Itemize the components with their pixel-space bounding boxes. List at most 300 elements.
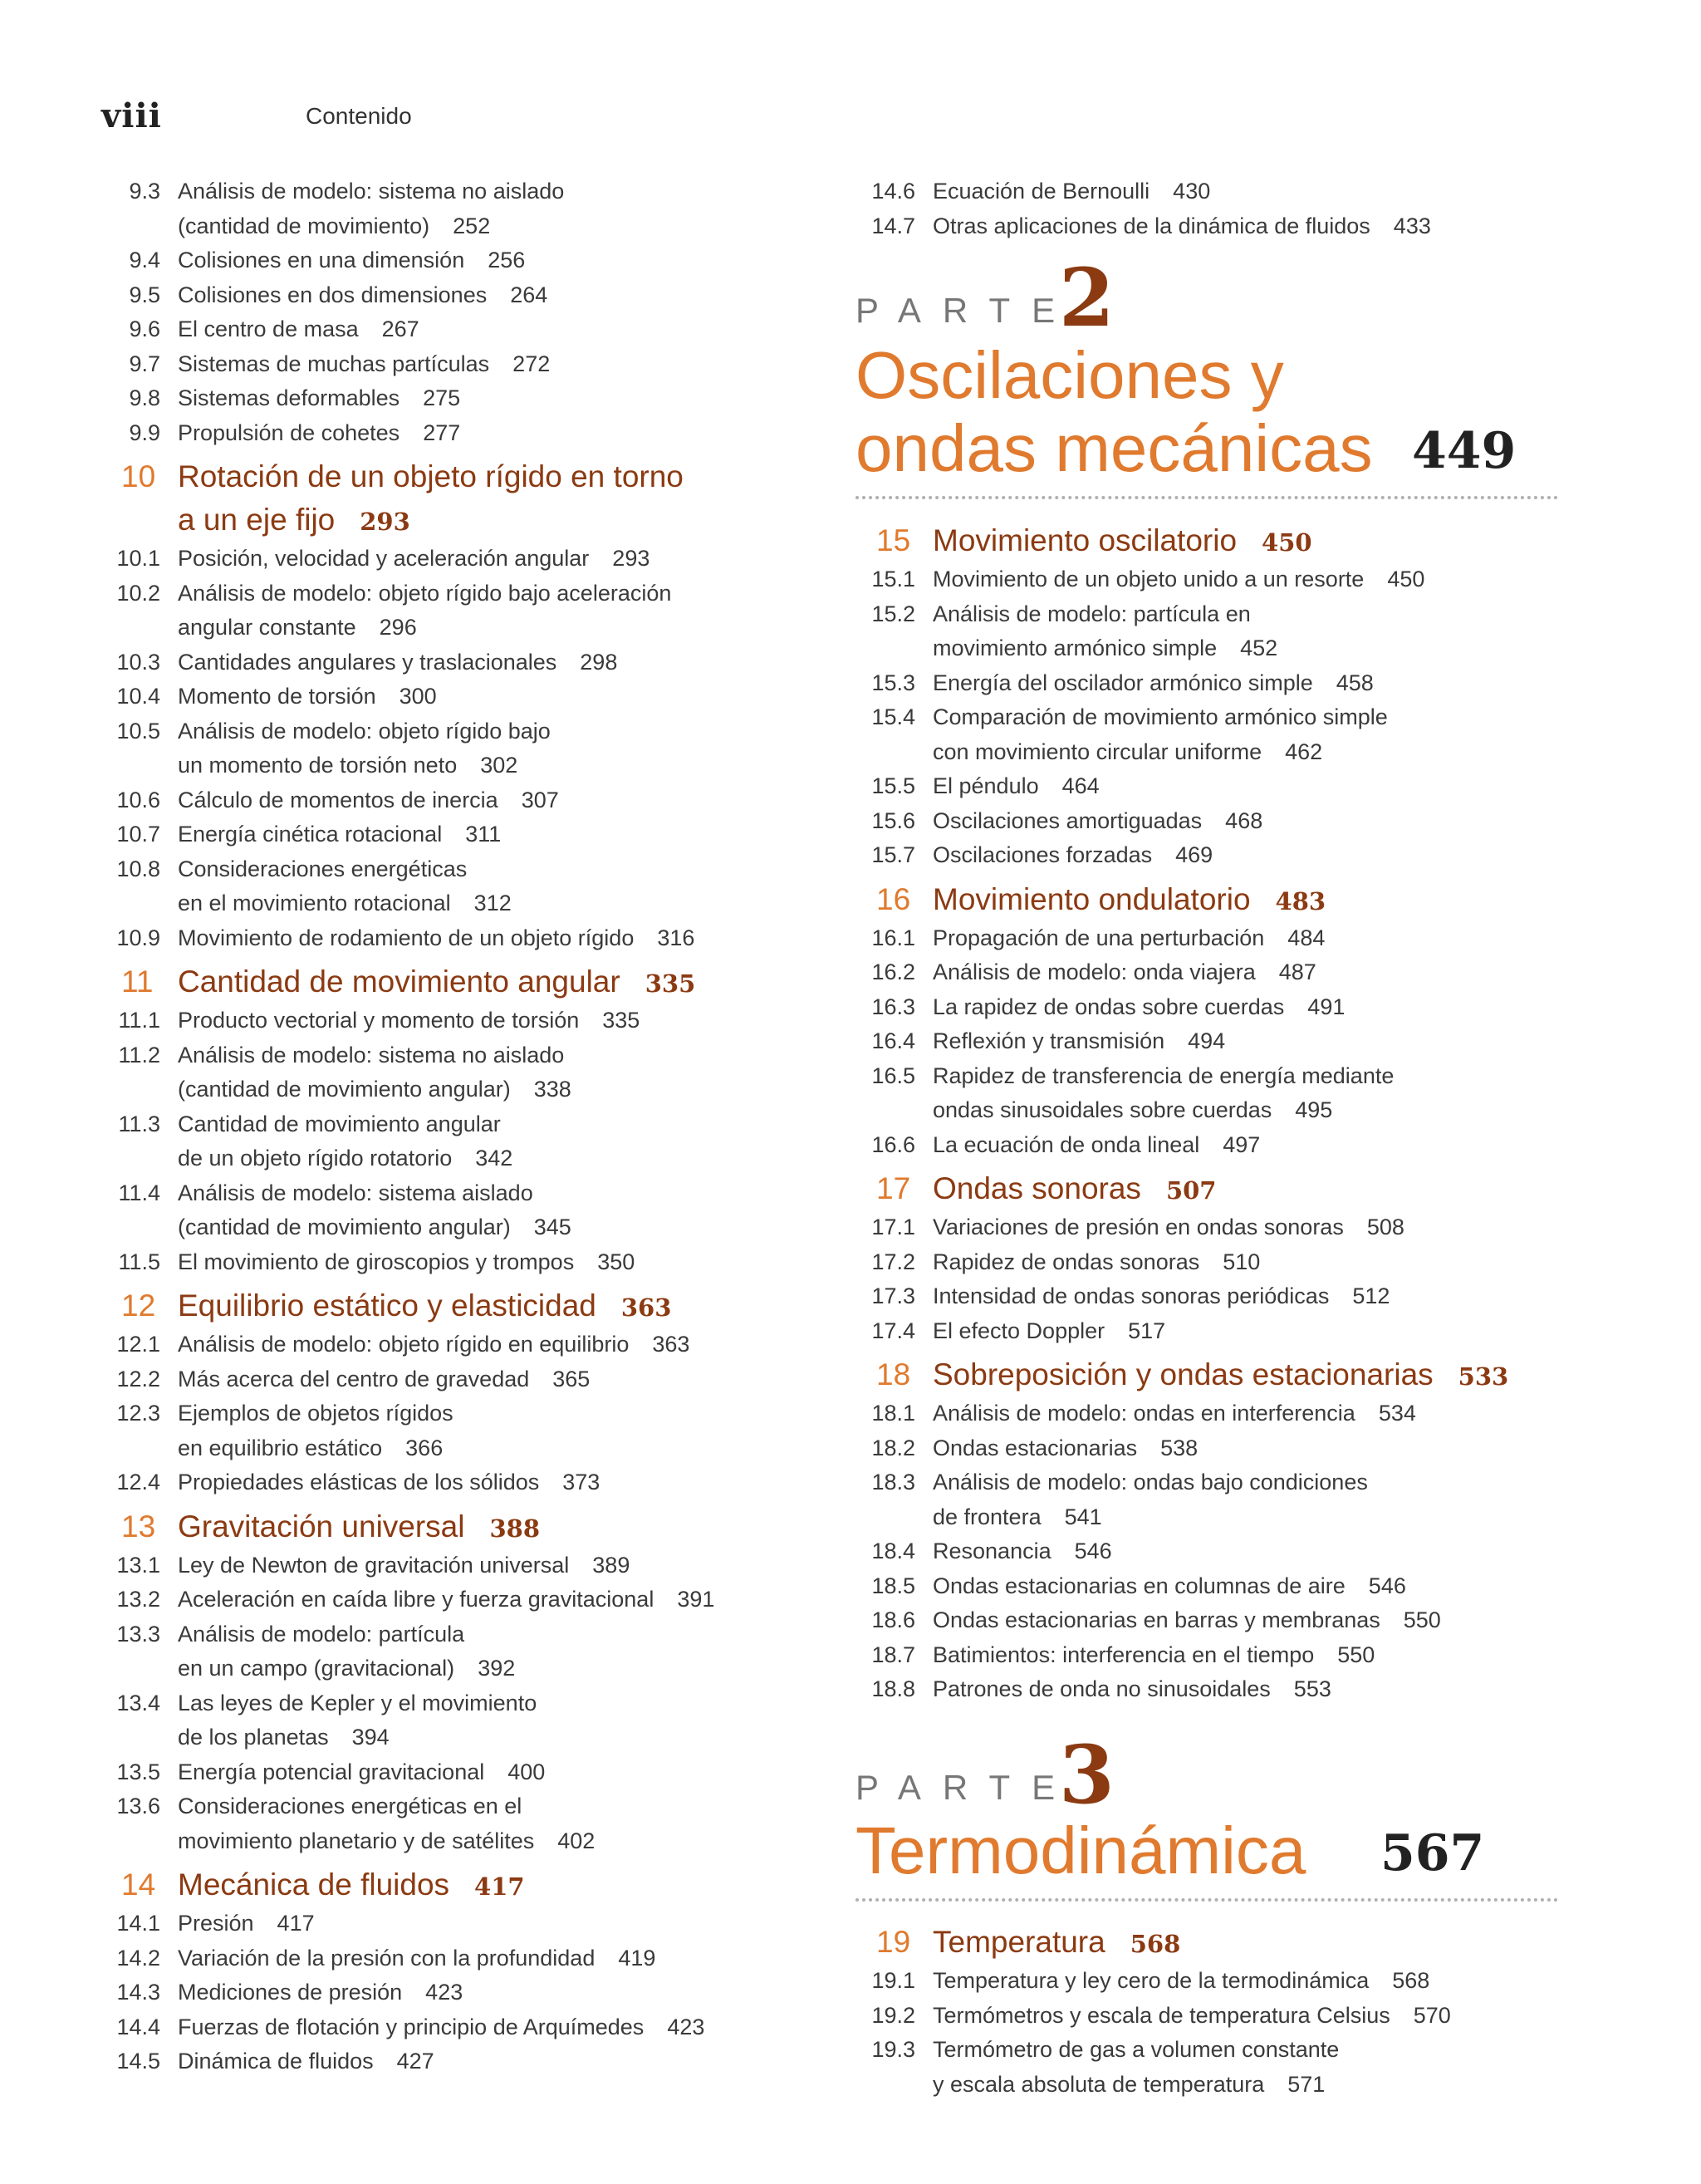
chapter-heading — [0, 1353, 1701, 1396]
section-title-text: Energía cinética rotacional — [178, 822, 443, 847]
section-page-number: 389 — [592, 1552, 630, 1578]
section-page-number: 538 — [1160, 1435, 1199, 1460]
section-title-text: Energía potencial gravitacional — [178, 1759, 485, 1784]
section-page-number: 462 — [1285, 739, 1323, 764]
section-page-number: 484 — [1287, 925, 1326, 950]
section-title-text: Comparación de movimiento armónico simple — [933, 704, 1388, 729]
section-entry — [0, 666, 1701, 701]
section-page-number: 298 — [580, 649, 618, 675]
section-page-number: 345 — [533, 1215, 571, 1239]
section-page-number: 307 — [521, 787, 559, 812]
section-title-text: Rapidez de transferencia de energía mediante — [933, 1063, 1395, 1088]
chapter-title-text: Movimiento oscilatorio — [933, 523, 1238, 557]
section-title — [933, 1431, 1198, 1466]
section-page-number: 264 — [510, 282, 548, 307]
section-title — [933, 666, 1374, 701]
section-page-number: 464 — [1061, 773, 1100, 798]
section-page-number: 517 — [1128, 1318, 1166, 1343]
section-number: 14.1 — [116, 1911, 160, 1936]
section-title-text: Análisis de modelo: partícula en — [933, 601, 1251, 626]
part-3-divider — [855, 1898, 1558, 1902]
section-title-text: Sistemas deformables — [178, 385, 400, 410]
section-title — [933, 1279, 1390, 1314]
section-number: 17.3 — [871, 1283, 915, 1308]
section-number: 14.6 — [871, 179, 915, 204]
section-number: 14.2 — [116, 1945, 160, 1971]
section-entry — [0, 347, 831, 382]
section-title-text: Ley de Newton de gravitación universal — [178, 1552, 570, 1578]
section-entry — [0, 1314, 1701, 1349]
section-page-number: 338 — [533, 1077, 571, 1102]
section-title-text: y escala absoluta de temperatura — [933, 2071, 1265, 2097]
chapter-number: 19 — [876, 1925, 911, 1959]
section-page-number: 497 — [1223, 1131, 1261, 1157]
section-page-number: 469 — [1175, 842, 1213, 867]
chapter-page-number: 363 — [620, 1293, 672, 1322]
chapter-title — [933, 519, 1312, 564]
section-entry — [0, 1964, 1701, 1999]
section-page-number: 568 — [1392, 1968, 1430, 1993]
section-title-text: Rapidez de ondas sonoras — [933, 1249, 1200, 1274]
chapter-heading — [0, 878, 1701, 921]
section-title-text: angular constante — [178, 615, 356, 640]
section-page-number: 468 — [1225, 807, 1263, 833]
section-number: 16.4 — [871, 1028, 915, 1053]
section-number: 10.7 — [116, 822, 160, 847]
section-number: 10.9 — [116, 925, 160, 950]
section-page-number: 417 — [277, 1911, 315, 1936]
chapter-title — [933, 878, 1326, 923]
section-number: 10.4 — [116, 684, 160, 709]
section-number: 10.1 — [116, 546, 160, 571]
chapter-title — [933, 1167, 1216, 1212]
section-number: 15.6 — [871, 807, 915, 833]
section-entry — [0, 597, 1701, 632]
section-page-number: 423 — [667, 2014, 705, 2039]
section-entry — [0, 1465, 1701, 1500]
section-number: 13.2 — [116, 1587, 160, 1612]
section-page-number: 256 — [488, 248, 526, 272]
chapter-page-number: 293 — [360, 508, 410, 536]
section-title — [178, 1824, 595, 1859]
section-number: 16.3 — [871, 994, 915, 1019]
section-entry — [0, 1396, 1701, 1431]
section-page-number: 312 — [473, 891, 512, 915]
section-title-text: Ecuación de Bernoulli — [933, 179, 1150, 204]
section-number: 18.4 — [871, 1539, 915, 1563]
section-title — [933, 838, 1213, 873]
section-title-text: (cantidad de movimiento angular) — [178, 1077, 511, 1102]
section-page-number: 392 — [478, 1656, 516, 1681]
section-entry — [0, 1999, 1701, 2034]
section-page-number: 350 — [597, 1249, 635, 1274]
section-number: 19.2 — [871, 2002, 915, 2028]
chapter-title — [178, 1863, 525, 1908]
running-head: Contenido — [306, 103, 412, 129]
section-number: 13.1 — [116, 1552, 160, 1578]
part-3-label: PARTE — [855, 1768, 1077, 1807]
section-title — [933, 955, 1316, 990]
section-page-number: 550 — [1403, 1607, 1441, 1632]
section-title-text: Más acerca del centro de gravedad — [178, 1366, 530, 1391]
section-title-text: Ondas estacionarias en barras y membranas — [933, 1607, 1380, 1632]
section-title — [933, 1964, 1429, 1999]
chapter-title-text: Mecánica de fluidos — [178, 1867, 450, 1902]
part-3-number: 3 — [1059, 1728, 1115, 1822]
section-entry — [0, 1059, 1701, 1094]
chapter-page-number: 533 — [1458, 1362, 1509, 1391]
section-number: 15.4 — [871, 704, 915, 729]
section-page-number: 495 — [1295, 1097, 1333, 1122]
section-title-text: de frontera — [933, 1504, 1042, 1529]
section-title-text: Análisis de modelo: ondas en interferencia — [933, 1401, 1355, 1426]
section-page-number: 458 — [1336, 670, 1374, 695]
section-title-text: en el movimiento rotacional — [178, 891, 451, 915]
section-page-number: 342 — [475, 1146, 513, 1171]
section-number: 18.5 — [871, 1573, 915, 1598]
section-title — [178, 1789, 522, 1824]
section-page-number: 571 — [1287, 2071, 1326, 2097]
section-page-number: 402 — [557, 1828, 596, 1853]
section-title-text: Colisiones en una dimensión — [178, 248, 465, 272]
section-title-text: Termómetros y escala de temperatura Celsius — [933, 2002, 1390, 2028]
section-number: 11.5 — [118, 1249, 160, 1274]
section-title-text: El efecto Doppler — [933, 1318, 1105, 1343]
section-title — [933, 1534, 1112, 1569]
section-title — [933, 1093, 1332, 1128]
section-page-number: 302 — [480, 753, 518, 778]
section-entry — [0, 700, 1701, 735]
chapter-heading — [0, 455, 831, 498]
section-number: 15.7 — [871, 842, 915, 867]
section-title-text: Termómetro de gas a volumen constante — [933, 2037, 1340, 2062]
section-number: 16.5 — [871, 1063, 915, 1088]
toc-right-middle — [0, 519, 1701, 1707]
section-title-text: Variaciones de presión en ondas sonoras — [933, 1215, 1344, 1239]
section-title-text: Ondas estacionarias — [933, 1435, 1138, 1460]
section-entry — [0, 381, 831, 416]
section-title — [933, 1059, 1394, 1094]
section-title-text: Análisis de modelo: sistema no aislado — [178, 179, 565, 204]
section-title — [933, 1245, 1260, 1280]
section-title-text: Sistemas de muchas partículas — [178, 351, 490, 376]
section-entry — [0, 1569, 1701, 1604]
section-page-number: 534 — [1378, 1401, 1416, 1426]
section-page-number: 366 — [405, 1435, 444, 1460]
section-title-text: Presión — [178, 1911, 254, 1936]
chapter-number: 13 — [121, 1509, 156, 1544]
section-page-number: 541 — [1064, 1504, 1102, 1529]
section-number: 18.3 — [871, 1470, 915, 1494]
chapter-page-number: 335 — [645, 969, 696, 998]
section-page-number: 252 — [453, 213, 491, 238]
section-title-text: un momento de torsión neto — [178, 753, 458, 778]
section-entry — [0, 1672, 1701, 1707]
chapter-page-number: 450 — [1262, 528, 1312, 557]
section-page-number: 508 — [1366, 1215, 1404, 1239]
chapter-number: 10 — [121, 459, 156, 493]
section-title-text: ondas sinusoidales sobre cuerdas — [933, 1097, 1272, 1122]
part-2-title-line1: Oscilaciones y — [855, 338, 1284, 412]
section-number: 12.3 — [116, 1401, 160, 1426]
section-page-number: 546 — [1074, 1539, 1112, 1563]
section-title — [933, 990, 1345, 1025]
section-number: 10.5 — [116, 718, 160, 744]
section-number: 19.1 — [871, 1968, 915, 1993]
section-page-number: 419 — [618, 1945, 656, 1971]
section-title-text: Intensidad de ondas sonoras periódicas — [933, 1283, 1330, 1308]
chapter-title — [933, 1921, 1180, 1966]
part-2-divider — [855, 496, 1558, 499]
section-entry — [0, 1534, 1701, 1569]
section-number: 10.6 — [116, 787, 160, 812]
section-page-number: 400 — [507, 1759, 546, 1784]
section-page-number: 553 — [1293, 1676, 1331, 1701]
section-title-text: Consideraciones energéticas — [178, 856, 468, 881]
section-title — [933, 597, 1251, 632]
section-title — [178, 381, 460, 416]
section-number: 16.2 — [871, 959, 915, 984]
section-title — [178, 312, 419, 347]
chapter-page-number: 568 — [1130, 1930, 1181, 1958]
section-entry — [0, 278, 831, 313]
chapter-number: 11 — [121, 964, 154, 999]
section-entry-continuation — [0, 1500, 1701, 1535]
section-number: 14.5 — [116, 2049, 160, 2074]
section-number: 10.8 — [116, 856, 160, 881]
section-title — [178, 1720, 390, 1755]
part-2-title-line2: ondas mecánicas — [855, 411, 1373, 485]
section-title-text: Fuerzas de flotación y principio de Arquímedes — [178, 2014, 645, 2039]
section-number: 15.2 — [871, 601, 915, 626]
section-entry — [0, 1603, 1701, 1638]
toc-right-list — [0, 174, 1701, 243]
section-title-text: Producto vectorial y momento de torsión — [178, 1008, 580, 1033]
section-number: 17.1 — [871, 1215, 915, 1239]
section-entry — [0, 312, 831, 347]
chapter-page-number: 507 — [1165, 1176, 1217, 1205]
section-entry — [0, 243, 831, 278]
section-title-text: Análisis de modelo: objeto rígido en equilibrio — [178, 1332, 630, 1357]
section-title-text: Oscilaciones forzadas — [933, 842, 1153, 867]
section-number: 14.4 — [116, 2014, 160, 2039]
section-title-text: El centro de masa — [178, 317, 359, 341]
section-title-text: de un objeto rígido rotatorio — [178, 1146, 453, 1171]
section-number: 15.3 — [871, 670, 915, 695]
section-page-number: 510 — [1223, 1249, 1261, 1274]
section-entry-continuation — [0, 1720, 831, 1755]
section-title-text: Resonancia — [933, 1539, 1051, 1563]
section-title — [933, 209, 1431, 244]
section-title-text: Propiedades elásticas de los sólidos — [178, 1470, 540, 1494]
section-title — [933, 1638, 1375, 1673]
chapter-title-text: Cantidad de movimiento angular — [178, 964, 620, 999]
section-title — [933, 562, 1424, 597]
section-title-text: Mediciones de presión — [178, 1980, 403, 2005]
section-title — [933, 1999, 1451, 2034]
section-entry — [0, 1431, 1701, 1466]
chapter-heading — [0, 1863, 831, 1907]
section-entry — [0, 804, 1701, 839]
section-title-text: movimiento armónico simple — [933, 636, 1218, 660]
section-title-text: Propagación de una perturbación — [933, 925, 1265, 950]
section-title — [933, 804, 1262, 839]
part-2-label: PARTE — [855, 291, 1077, 330]
section-title-text: Oscilaciones amortiguadas — [933, 807, 1203, 833]
section-page-number: 570 — [1413, 2002, 1451, 2028]
section-title-text: Análisis de modelo: sistema aislado — [178, 1180, 533, 1205]
section-entry — [0, 562, 1701, 597]
chapter-title — [933, 1353, 1508, 1398]
section-entry — [0, 209, 1701, 244]
section-entry — [0, 1279, 1701, 1314]
chapter-number: 15 — [876, 523, 911, 557]
section-title — [933, 1569, 1406, 1604]
section-title — [933, 1396, 1416, 1431]
section-number: 10.2 — [116, 580, 160, 606]
section-title — [933, 1500, 1102, 1535]
section-number: 15.5 — [871, 773, 915, 798]
section-number: 13.3 — [116, 1621, 160, 1647]
section-page-number: 433 — [1393, 213, 1431, 238]
section-title-text: Patrones de onda no sinusoidales — [933, 1676, 1271, 1701]
section-title — [178, 1755, 545, 1790]
section-entry-continuation — [0, 631, 1701, 666]
section-title — [933, 1603, 1441, 1638]
section-number: 9.7 — [129, 351, 160, 376]
section-entry — [0, 1789, 831, 1824]
section-page-number: 491 — [1307, 994, 1346, 1019]
section-number: 12.1 — [116, 1332, 160, 1357]
section-title — [933, 1672, 1331, 1707]
section-title-text: Las leyes de Kepler y el movimiento — [178, 1690, 537, 1715]
chapter-number: 17 — [876, 1171, 911, 1205]
section-number: 18.7 — [871, 1642, 915, 1667]
section-entry — [0, 2033, 1701, 2068]
section-number: 12.2 — [116, 1366, 160, 1391]
section-title-text: Análisis de modelo: sistema no aislado — [178, 1042, 565, 1067]
section-title-text: Posición, velocidad y aceleración angular — [178, 546, 590, 571]
section-title-text: Cantidades angulares y traslacionales — [178, 649, 557, 675]
section-number: 13.4 — [116, 1690, 160, 1715]
section-title — [933, 174, 1210, 209]
toc-right-list — [0, 519, 1701, 1707]
section-title-text: en un campo (gravitacional) — [178, 1656, 455, 1681]
section-title — [933, 1128, 1260, 1163]
section-page-number: 450 — [1387, 567, 1425, 591]
chapter-title-text: a un eje fijo — [178, 503, 336, 537]
section-title — [933, 631, 1277, 666]
section-title-text: Cantidad de movimiento angular — [178, 1111, 501, 1136]
chapter-heading — [0, 1921, 1701, 1964]
section-number: 17.4 — [871, 1318, 915, 1343]
section-number: 9.3 — [129, 179, 160, 204]
chapter-page-number: 483 — [1275, 886, 1326, 915]
part-3-title: Termodinámica — [855, 1813, 1306, 1887]
section-number: 18.8 — [871, 1676, 915, 1701]
section-title-text: Movimiento de un objeto unido a un resorte — [933, 567, 1365, 591]
section-number: 9.6 — [129, 317, 160, 341]
section-title-text: Colisiones en dos dimensiones — [178, 282, 488, 307]
section-number: 18.6 — [871, 1607, 915, 1632]
section-number: 11.1 — [118, 1008, 160, 1033]
section-number: 9.9 — [129, 420, 160, 445]
section-number: 18.1 — [871, 1401, 915, 1426]
section-number: 13.6 — [116, 1794, 160, 1818]
section-title-text: Ondas estacionarias en columnas de aire — [933, 1573, 1346, 1598]
section-page-number: 363 — [652, 1332, 690, 1357]
section-title-text: Análisis de modelo: objeto rígido bajo aceleración — [178, 580, 672, 606]
section-title — [178, 278, 547, 313]
chapter-number: 12 — [121, 1288, 156, 1323]
chapter-heading — [0, 519, 1701, 562]
chapter-number: 18 — [876, 1357, 911, 1391]
chapter-number: 16 — [876, 881, 911, 916]
chapter-title-text: Gravitación universal — [178, 1509, 465, 1544]
chapter-title-text: Ondas sonoras — [933, 1171, 1141, 1205]
section-title-text: Cálculo de momentos de inercia — [178, 787, 498, 812]
section-page-number: 267 — [381, 317, 419, 341]
section-entry — [0, 416, 831, 451]
section-title — [933, 700, 1388, 735]
section-title-text: Ejemplos de objetos rígidos — [178, 1401, 453, 1426]
section-entry — [0, 769, 1701, 804]
part-2-page: 449 — [1412, 422, 1517, 480]
section-page-number: 335 — [602, 1008, 640, 1033]
section-page-number: 275 — [423, 385, 461, 410]
section-entry — [0, 990, 1701, 1025]
section-title-text: Energía del oscilador armónico simple — [933, 670, 1313, 695]
section-number: 9.4 — [129, 248, 160, 272]
section-title-text: Análisis de modelo: ondas bajo condiciones — [933, 1470, 1368, 1494]
section-title — [933, 769, 1100, 804]
section-page-number: 546 — [1368, 1573, 1406, 1598]
section-number: 12.4 — [116, 1470, 160, 1494]
section-entry — [0, 174, 1701, 209]
section-number: 10.3 — [116, 649, 160, 675]
section-entry-continuation — [0, 1093, 1701, 1128]
section-title — [933, 1465, 1368, 1500]
section-number: 14.3 — [116, 1980, 160, 2005]
section-title-text: La rapidez de ondas sobre cuerdas — [933, 994, 1285, 1019]
section-title — [178, 243, 525, 278]
section-title-text: La ecuación de onda lineal — [933, 1131, 1200, 1157]
section-number: 15.1 — [871, 567, 915, 591]
section-number: 13.5 — [116, 1759, 160, 1784]
section-page-number: 512 — [1352, 1283, 1390, 1308]
chapter-title-text: Sobreposición y ondas estacionarias — [933, 1357, 1434, 1391]
section-page-number: 394 — [351, 1725, 390, 1750]
section-title-text: Otras aplicaciones de la dinámica de fluidos — [933, 213, 1370, 238]
section-title — [933, 921, 1325, 956]
section-entry — [0, 838, 1701, 873]
section-title-text: con movimiento circular uniforme — [933, 739, 1262, 764]
section-number: 19.3 — [871, 2037, 915, 2062]
section-title — [933, 2033, 1339, 2068]
section-page-number: 487 — [1278, 959, 1316, 984]
section-title-text: Análisis de modelo: onda viajera — [933, 959, 1256, 984]
section-entry — [0, 1755, 831, 1790]
section-title-text: Momento de torsión — [178, 684, 376, 709]
section-number: 14.7 — [871, 213, 915, 238]
section-title-text: Aceleración en caída libre y fuerza gravitacional — [178, 1587, 654, 1612]
page-folio: viii — [101, 96, 162, 135]
section-page-number: 423 — [425, 1980, 463, 2005]
section-title — [933, 735, 1322, 770]
section-title-text: Dinámica de fluidos — [178, 2049, 374, 2074]
section-title-text: Análisis de modelo: partícula — [178, 1621, 465, 1647]
toc-right-top — [0, 174, 1701, 243]
